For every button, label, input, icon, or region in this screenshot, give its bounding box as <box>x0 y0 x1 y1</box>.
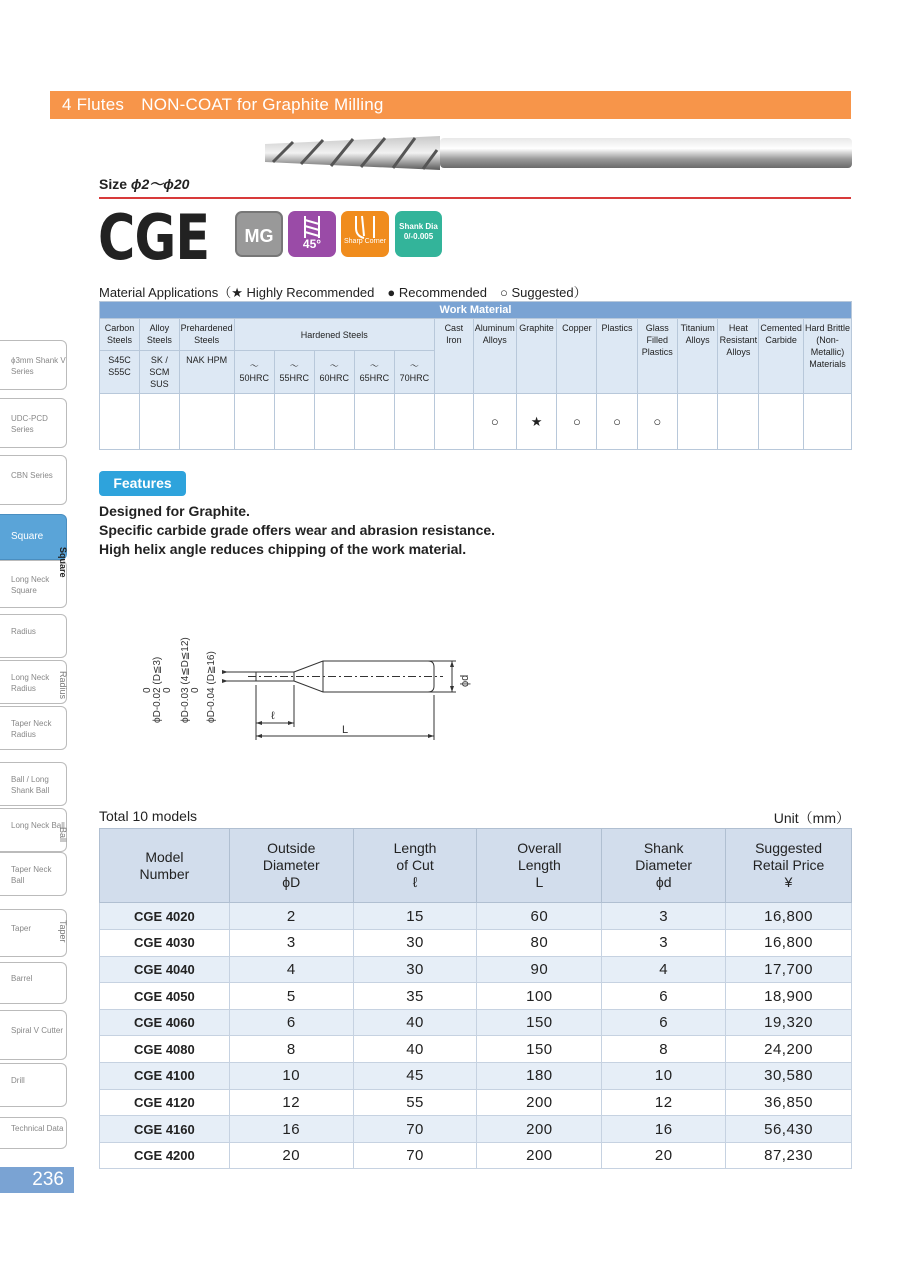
size-label-text: Size <box>99 176 128 192</box>
model-spec-value: 8 <box>602 1036 726 1063</box>
mg-label: MG <box>244 226 274 246</box>
tolerance-zero: 0 <box>162 687 173 693</box>
header-line: ϕD <box>282 874 301 890</box>
alloy-grades: SK / SCM SUS <box>140 351 180 394</box>
model-spec-value: 3 <box>602 930 726 957</box>
model-number: CGE 4060 <box>100 1009 230 1036</box>
model-spec-value: 6 <box>602 983 726 1010</box>
header-line: Number <box>139 865 190 882</box>
model-spec-value: 18,900 <box>726 983 852 1010</box>
angle-label: 45° <box>302 237 322 251</box>
models-col-header <box>229 829 353 903</box>
model-spec-value: 5 <box>229 983 353 1010</box>
model-spec-value: 180 <box>477 1063 602 1090</box>
suitability-mark: ★ <box>516 394 557 450</box>
models-table <box>99 828 852 1169</box>
model-spec-value: 6 <box>602 1009 726 1036</box>
header-line: ¥ <box>784 874 793 890</box>
model-row <box>100 956 852 983</box>
model-spec-value: 17,700 <box>726 956 852 983</box>
mg-grade-badge <box>235 211 283 257</box>
col-cemented-carbide: Cemented Carbide <box>759 319 804 394</box>
page-number: 236 <box>0 1167 74 1193</box>
sidebar-tab[interactable]: Square <box>0 514 67 560</box>
suitability-mark <box>677 394 718 450</box>
model-spec-value: 4 <box>229 956 353 983</box>
model-spec-value: 10 <box>602 1063 726 1090</box>
feature-line: High helix angle reduces chipping of the work material. <box>99 541 467 557</box>
model-spec-value: 3 <box>602 903 726 930</box>
sidebar-tab[interactable]: Long Neck Radius <box>0 660 67 704</box>
col-graphite: Graphite <box>516 319 557 394</box>
model-spec-value: 200 <box>477 1142 602 1169</box>
header-line: Shank <box>643 840 684 856</box>
sidebar-tab[interactable]: Ball / Long Shank Ball <box>0 762 67 806</box>
model-spec-value: 3 <box>229 930 353 957</box>
sidebar-tab[interactable]: Long Neck Ball <box>0 808 67 852</box>
model-spec-value: 70 <box>353 1116 477 1143</box>
model-spec-value: 56,430 <box>726 1116 852 1143</box>
divider-rule <box>99 197 851 199</box>
hrc-65: 〜65HRC <box>354 351 394 394</box>
sidebar-tab[interactable]: Taper Neck Ball <box>0 852 67 896</box>
header-line: Length <box>517 857 561 873</box>
model-spec-value: 6 <box>229 1009 353 1036</box>
suitability-mark: ○ <box>637 394 677 450</box>
helix-angle-badge <box>288 211 336 257</box>
label-overall-length: L <box>342 724 349 736</box>
sidebar-tab[interactable]: Taper Neck Radius <box>0 706 67 750</box>
header-line: Length <box>393 840 437 856</box>
shank-label-line1: Shank Dia <box>399 222 438 231</box>
suitability-mark <box>394 394 434 450</box>
model-spec-value: 15 <box>353 903 477 930</box>
model-spec-value: 40 <box>353 1009 477 1036</box>
hrc-50: 〜50HRC <box>234 351 274 394</box>
sidebar-tab[interactable]: CBN Series <box>0 455 67 505</box>
model-spec-value: 2 <box>229 903 353 930</box>
suitability-mark: ○ <box>557 394 597 450</box>
suitability-mark <box>100 394 140 450</box>
model-spec-value: 80 <box>477 930 602 957</box>
col-hardened-steels: Hardened Steels <box>234 319 434 351</box>
suitability-mark <box>179 394 234 450</box>
model-spec-value: 16,800 <box>726 903 852 930</box>
header-line: Overall <box>517 840 562 856</box>
tolerance-zero: 0 <box>190 687 201 693</box>
label-phi-d: ϕd <box>459 674 471 687</box>
sidebar-tab[interactable]: Radius <box>0 614 67 658</box>
model-spec-value: 90 <box>477 956 602 983</box>
sharp-corner-label: Sharp Corner <box>343 238 387 245</box>
model-row <box>100 983 852 1010</box>
model-spec-value: 4 <box>602 956 726 983</box>
models-col-header <box>100 829 230 903</box>
model-row <box>100 1036 852 1063</box>
header-line: of Cut <box>396 857 434 873</box>
col-cast-iron: Cast Iron <box>434 319 473 394</box>
size-range-value: ϕ2〜ϕ20 <box>130 176 190 192</box>
unit-label: Unit（mm） <box>773 810 850 826</box>
sharp-corner-badge <box>341 211 389 257</box>
suitability-mark: ○ <box>473 394 516 450</box>
model-spec-value: 12 <box>229 1089 353 1116</box>
model-number: CGE 4100 <box>100 1063 230 1090</box>
col-glass-filled-plastics: Glass Filled Plastics <box>637 319 677 394</box>
model-row <box>100 1089 852 1116</box>
model-number: CGE 4050 <box>100 983 230 1010</box>
model-row <box>100 1063 852 1090</box>
model-spec-value: 30,580 <box>726 1063 852 1090</box>
total-models: Total 10 models <box>99 808 198 824</box>
model-spec-value: 24,200 <box>726 1036 852 1063</box>
model-spec-value: 200 <box>477 1116 602 1143</box>
model-number: CGE 4120 <box>100 1089 230 1116</box>
suitability-mark: ○ <box>597 394 637 450</box>
suitability-mark <box>314 394 354 450</box>
sidebar-tab[interactable]: Barrel <box>0 962 67 1004</box>
model-number: CGE 4040 <box>100 956 230 983</box>
model-spec-value: 20 <box>229 1142 353 1169</box>
endmill-tool-image <box>265 128 853 178</box>
model-number: CGE 4160 <box>100 1116 230 1143</box>
sidebar-tab[interactable]: ϕ3mm Shank V Series <box>0 340 67 390</box>
header-line: Suggested <box>755 840 823 856</box>
suitability-mark <box>140 394 180 450</box>
sidebar-group-radius: Radius <box>58 670 68 699</box>
col-titanium-alloys: Titanium Alloys <box>677 319 718 394</box>
shank-label-line2: 0/-0.005 <box>403 232 434 241</box>
material-applications-legend: Material Applications（★ Highly Recommended ● Recommended ○ Suggested） <box>99 285 587 300</box>
tolerance-d4-12: ϕD-0.03 (4≦D≦12) <box>180 637 191 723</box>
carbon-grades: S45C S55C <box>100 351 140 394</box>
sidebar-tab[interactable]: Drill <box>0 1063 67 1107</box>
model-spec-value: 20 <box>602 1142 726 1169</box>
sidebar-tab[interactable]: Technical Data <box>0 1117 67 1149</box>
models-col-header <box>353 829 477 903</box>
model-spec-value: 150 <box>477 1036 602 1063</box>
col-aluminum-alloys: Aluminum Alloys <box>473 319 516 394</box>
shank-tolerance-badge <box>395 211 442 257</box>
header-line: ℓ <box>412 874 418 890</box>
model-spec-value: 10 <box>229 1063 353 1090</box>
tool-dimension-diagram <box>138 615 478 750</box>
section-title-bar: 4 Flutes NON-COAT for Graphite Milling <box>50 91 851 119</box>
models-col-header <box>726 829 852 903</box>
suitability-mark <box>234 394 274 450</box>
model-spec-value: 16 <box>229 1116 353 1143</box>
feature-line: Specific carbide grade offers wear and abrasion resistance. <box>99 522 496 538</box>
model-spec-value: 150 <box>477 1009 602 1036</box>
col-hard-brittle: Hard Brittle (Non-Metallic) Materials <box>803 319 851 394</box>
models-header-row <box>100 829 852 903</box>
header-line: Diameter <box>635 857 693 873</box>
col-carbon-steels: Carbon Steels <box>100 319 140 351</box>
feature-line: Designed for Graphite. <box>99 503 250 519</box>
sidebar-group-ball: Ball <box>58 827 68 843</box>
size-range <box>99 174 189 194</box>
features-list <box>99 502 495 559</box>
suitability-mark <box>434 394 473 450</box>
sharp-corner-icon <box>350 214 380 240</box>
sidebar-tab[interactable]: UDC-PCD Series <box>0 398 67 448</box>
model-spec-value: 100 <box>477 983 602 1010</box>
suitability-mark <box>718 394 759 450</box>
col-alloy-steels: Alloy Steels <box>140 319 180 351</box>
work-material-heading: Work Material <box>100 302 852 319</box>
model-spec-value: 12 <box>602 1089 726 1116</box>
header-line: Retail Price <box>752 857 825 873</box>
suitability-marks-row <box>100 394 852 450</box>
hrc-55: 〜55HRC <box>274 351 314 394</box>
tolerance-d16: ϕD-0.04 (D≧16) <box>206 651 217 723</box>
sidebar-tab[interactable]: Spiral V Cutter <box>0 1010 67 1060</box>
header-line: L <box>535 874 544 890</box>
model-spec-value: 16,800 <box>726 930 852 957</box>
suitability-mark <box>759 394 804 450</box>
model-spec-value: 60 <box>477 903 602 930</box>
product-code-title: CGE <box>98 201 210 274</box>
model-spec-value: 36,850 <box>726 1089 852 1116</box>
header-line: Outside <box>267 840 316 856</box>
model-spec-value: 30 <box>353 956 477 983</box>
model-spec-value: 19,320 <box>726 1009 852 1036</box>
prehard-grades: NAK HPM <box>179 351 234 394</box>
model-spec-value: 30 <box>353 930 477 957</box>
suitability-mark <box>803 394 851 450</box>
model-number: CGE 4020 <box>100 903 230 930</box>
model-number: CGE 4200 <box>100 1142 230 1169</box>
model-spec-value: 40 <box>353 1036 477 1063</box>
model-spec-value: 87,230 <box>726 1142 852 1169</box>
model-spec-value: 35 <box>353 983 477 1010</box>
suitability-mark <box>274 394 314 450</box>
model-number: CGE 4030 <box>100 930 230 957</box>
model-number: CGE 4080 <box>100 1036 230 1063</box>
model-row <box>100 1116 852 1143</box>
models-col-header <box>477 829 602 903</box>
features-heading: Features <box>99 471 186 496</box>
header-line: Diameter <box>262 857 320 873</box>
model-spec-value: 8 <box>229 1036 353 1063</box>
model-spec-value: 55 <box>353 1089 477 1116</box>
col-copper: Copper <box>557 319 597 394</box>
col-plastics: Plastics <box>597 319 637 394</box>
model-row <box>100 1142 852 1169</box>
hrc-60: 〜60HRC <box>314 351 354 394</box>
hrc-70: 〜70HRC <box>394 351 434 394</box>
model-row <box>100 930 852 957</box>
model-row <box>100 1009 852 1036</box>
sidebar-tab[interactable]: Taper <box>0 909 67 957</box>
col-heat-resistant-alloys: Heat Resistant Alloys <box>718 319 759 394</box>
sidebar-group-taper: Taper <box>58 919 68 943</box>
header-line: Model <box>145 848 184 865</box>
model-spec-value: 45 <box>353 1063 477 1090</box>
tolerance-zero: 0 <box>142 687 153 693</box>
model-row <box>100 903 852 930</box>
model-spec-value: 16 <box>602 1116 726 1143</box>
tolerance-d3: ϕD-0.02 (D≦3) <box>152 656 163 723</box>
col-prehardened-steels: Prehardened Steels <box>179 319 234 351</box>
header-line: ϕd <box>655 874 672 890</box>
models-col-header <box>602 829 726 903</box>
model-spec-value: 200 <box>477 1089 602 1116</box>
label-length-of-cut: ℓ <box>271 710 275 722</box>
model-spec-value: 70 <box>353 1142 477 1169</box>
suitability-mark <box>354 394 394 450</box>
sidebar-tab[interactable]: Long Neck Square <box>0 560 67 608</box>
sidebar-group-square: Square <box>58 546 68 578</box>
work-material-table <box>99 301 852 450</box>
